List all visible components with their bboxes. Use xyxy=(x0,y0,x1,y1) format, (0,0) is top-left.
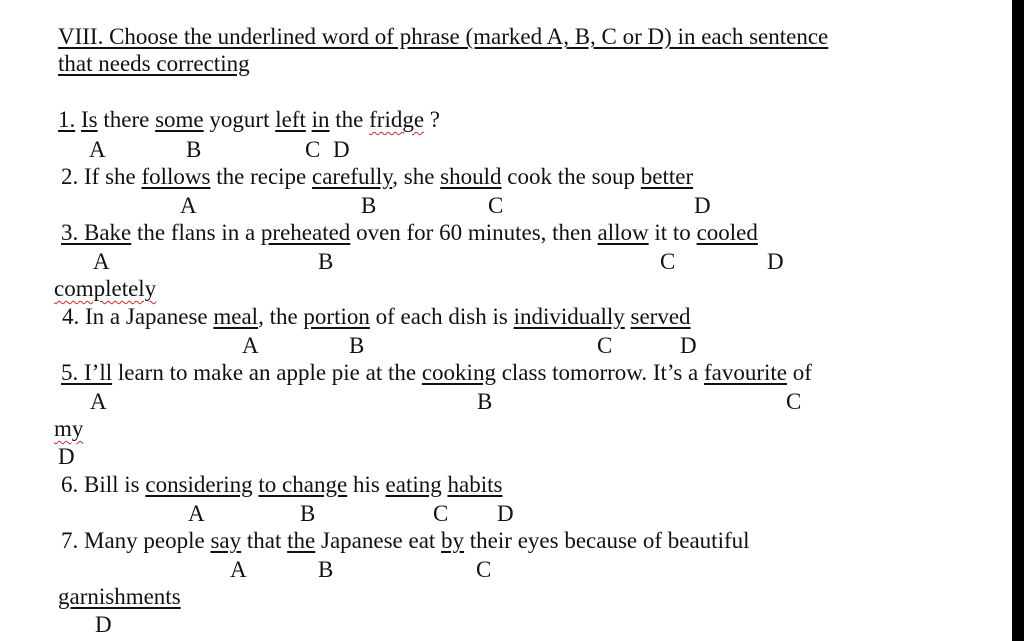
q2-letter-c: C xyxy=(488,193,504,218)
q7-option-a: say xyxy=(210,528,242,553)
q3-option-d: cooled xyxy=(696,220,758,245)
q4-text: 4. In a Japanese xyxy=(62,304,214,329)
q6-text: his xyxy=(347,472,386,497)
q5-letter-a: A xyxy=(90,389,107,414)
q2-text: 2. If she xyxy=(61,164,142,189)
q1-option-a: Is xyxy=(81,107,98,132)
q1-option-c: left xyxy=(275,107,306,132)
q2-letter-d: D xyxy=(694,193,711,218)
q2-option-a: follows xyxy=(141,164,211,189)
q2-text: , she xyxy=(392,164,441,189)
q1-text: the xyxy=(329,107,370,132)
q3-letter-a: A xyxy=(93,249,110,274)
q4-text: , the xyxy=(258,304,304,329)
q1-spellcheck-word: fridge xyxy=(369,107,425,132)
question-2-sentence xyxy=(61,164,693,190)
q1-text: ? xyxy=(424,107,441,132)
q2-text: the recipe xyxy=(210,164,313,189)
q6-option-d: habits xyxy=(447,472,503,497)
q5-option-c: favourite xyxy=(703,360,787,385)
q4-option-b: portion xyxy=(303,304,370,329)
q6-letter-c: C xyxy=(433,501,449,526)
q5-text: class tomorrow. It’s a xyxy=(495,360,704,385)
question-4-sentence xyxy=(62,304,691,330)
q3-text: the flans in a xyxy=(131,220,261,245)
q1-option-b: some xyxy=(155,107,204,132)
q4-option-c: individually xyxy=(513,304,625,329)
q4-text: of each dish is xyxy=(369,304,514,329)
q3-letter-d: D xyxy=(767,249,784,274)
q1-letter-c: C xyxy=(305,137,321,162)
q2-letter-b: B xyxy=(361,193,377,218)
q5-letter-d: D xyxy=(58,444,75,469)
q7-text: Japanese eat xyxy=(315,528,442,553)
q3-text: it to xyxy=(648,220,697,245)
q7-text: that xyxy=(241,528,288,553)
q6-option-b: to change xyxy=(258,472,348,497)
q4-option-d: served xyxy=(630,304,691,329)
q5-letter-c: C xyxy=(786,389,802,414)
q6-option-a: considering xyxy=(145,472,253,497)
q7-letter-c: C xyxy=(476,557,492,582)
q1-text: there xyxy=(97,107,156,132)
question-3-sentence xyxy=(61,220,758,246)
q1-letter-a: A xyxy=(89,137,106,162)
q1-option-d: in xyxy=(311,107,330,132)
q2-option-c: should xyxy=(440,164,502,189)
question-1-number: 1. xyxy=(58,107,76,132)
q6-letter-a: A xyxy=(188,501,205,526)
exercise-title-line1: VIII. Choose the underlined word of phrase (marked A, B, C or D) in each sentence xyxy=(58,24,829,49)
q5-continuation: my xyxy=(54,416,84,441)
q6-letter-b: B xyxy=(300,501,316,526)
q7-text: 7. Many people xyxy=(61,528,211,553)
q5-option-b: cooking xyxy=(421,360,496,385)
q7-continuation: garnishments xyxy=(58,584,181,609)
q2-option-d: better xyxy=(640,164,694,189)
q5-text: of xyxy=(787,360,812,385)
q4-letter-b: B xyxy=(349,333,365,358)
q2-letter-a: A xyxy=(180,193,197,218)
q2-text: cook the soup xyxy=(501,164,641,189)
q3-option-b: preheated xyxy=(260,220,351,245)
question-7-sentence xyxy=(61,528,750,554)
q1-text: yogurt xyxy=(203,107,276,132)
q2-option-b: carefully xyxy=(312,164,393,189)
q3-continuation: completely xyxy=(54,276,157,301)
q1-letter-d: D xyxy=(333,137,350,162)
q7-letter-a: A xyxy=(230,557,247,582)
q5-option-a: 5. I’ll xyxy=(61,360,113,385)
q7-text: their eyes because of beautiful xyxy=(464,528,750,553)
q5-text: learn to make an apple pie at the xyxy=(112,360,422,385)
q6-text: 6. Bill is xyxy=(61,472,146,497)
q7-letter-b: B xyxy=(318,557,334,582)
q7-option-c: by xyxy=(441,528,465,553)
q4-letter-c: C xyxy=(597,333,613,358)
q1-letter-b: B xyxy=(186,137,202,162)
q3-option-a: 3. Bake xyxy=(61,220,132,245)
q7-option-b: the xyxy=(287,528,316,553)
exercise-title-line2: that needs correcting xyxy=(58,51,250,76)
question-5-sentence xyxy=(61,360,812,386)
question-6-sentence xyxy=(61,472,502,498)
q6-letter-d: D xyxy=(497,501,514,526)
q6-option-c: eating xyxy=(385,472,442,497)
question-1-sentence xyxy=(58,107,440,133)
q4-letter-d: D xyxy=(680,333,697,358)
q3-letter-b: B xyxy=(318,249,334,274)
q4-option-a: meal xyxy=(213,304,259,329)
q3-letter-c: C xyxy=(660,249,676,274)
q3-text: oven for 60 minutes, then xyxy=(350,220,598,245)
q3-option-c: allow xyxy=(597,220,649,245)
q4-letter-a: A xyxy=(242,333,259,358)
q5-letter-b: B xyxy=(477,389,493,414)
q7-letter-d: D xyxy=(95,612,112,637)
